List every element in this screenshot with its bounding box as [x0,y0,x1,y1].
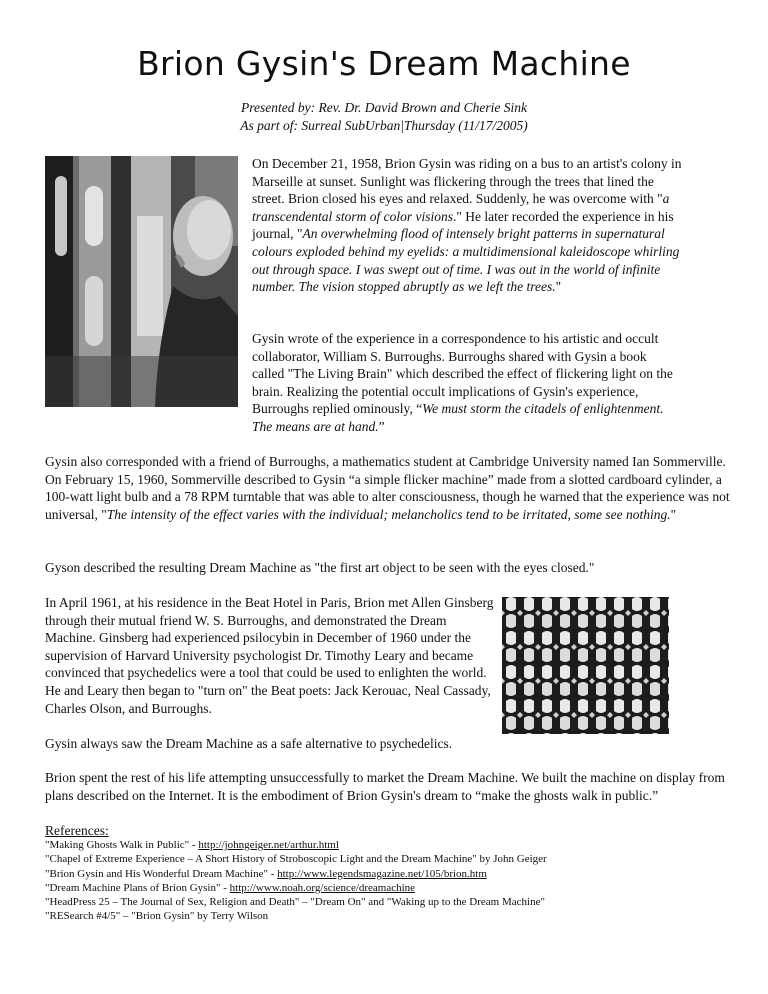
reference-link[interactable]: http://www.noah.org/science/dreamachine [229,881,416,894]
intro-text-a: On December 21, 1958, Brion Gysin was riding on a bus to an artist's colony in Marseille at sunset. Sunlight was flickering through the trees that lined the street. Brion closed his eyes and relaxed. Suddenly, he was overcome with " [252,156,682,207]
reference-item [45,838,547,852]
references-heading: References: [45,823,109,838]
reference-item [45,881,547,895]
reference-text: "Brion Gysin and His Wonderful Dream Machine" - [45,867,278,880]
reference-text: "Dream Machine Plans of Brion Gysin" - [45,881,230,894]
byline-event: As part of: Surreal SubUrban|Thursday (11/17/2005) [240,118,528,133]
references-list [45,838,547,924]
dream-machine-pattern-image [502,597,669,734]
reference-text: "HeadPress 25 – The Journal of Sex, Religion and Death" – "Dream On" and "Waking up to the Dream Machine" [45,896,545,909]
reference-item [45,867,547,881]
reference-item [45,895,547,909]
gysin-photo-illustration [45,156,238,407]
paragraph-beat-hotel: In April 1961, at his residence in the Beat Hotel in Paris, Brion met Allen Ginsberg through their mutual friend W. S. Burroughs, and demonstrated the Dream Machine. Ginsberg had experienced psilocybin in December of 1960 under the supervision of Harvard University psychologist Dr. Timothy Leary and became convinced that psychedelics were a tool that could be used to enlighten the world. He and Leary then began to "turn on" the Beat poets: Jack Kerouac, Neal Cassady, Charles Olson, and Burroughs. [45,595,494,716]
quote-burroughs: We must storm the citadels of enlightenment. The means are at hand. [252,401,664,434]
intro-paragraph-2 [252,330,682,436]
reference-link[interactable]: http://johngeiger.net/arthur.html [198,839,339,851]
paragraph-conclusion: Brion spent the rest of his life attempting unsuccessfully to market the Dream Machine. We built the machine on display from plans described on the Internet. It is the embodiment of Brion Gysin's dream to “make the ghosts walk in public.” [45,770,725,803]
paragraph-safe-alternative: Gysin always saw the Dream Machine as a safe alternative to psychedelics. [45,736,453,751]
intro-text-c: " [555,279,562,295]
reference-item [45,909,547,923]
page-title: Brion Gysin's Dream Machine [137,44,631,83]
byline-presenters: Presented by: Rev. Dr. David Brown and Cherie Sink [241,100,527,115]
quote-color-visions: a transcendental storm of color visions [252,191,670,224]
intro-paragraph-1 [252,155,682,296]
gysin-photo [45,156,238,407]
paragraph-first-art-object: Gyson described the resulting Dream Machine as "the first art object to be seen with the eyes closed." [45,560,595,575]
paragraph-sommerville [45,453,730,523]
p3-text-a: Gysin also corresponded with a friend of Burroughs, a mathematics student at Cambridge University named Ian Sommerville. On February 15, 1960, Sommerville described to Gysin “a simple flicker machine” made from a slotted cardboard cylinder, a 100-watt light bulb and a 78 RPM turntable that was able to alter consciousness, though he warned that the experience was not universal, " [45,454,730,522]
p2-text-b: ” [378,418,385,434]
reference-link[interactable]: http://www.legendsmagazine.net/105/brion.htm [277,867,487,880]
reference-text: "RESearch #4/5" – "Brion Gysin" by Terry Wilson [45,910,269,923]
reference-text: "Making Ghosts Walk in Public" - [45,839,199,851]
reference-text: "Chapel of Extreme Experience – A Short History of Stroboscopic Light and the Dream Machine" by John Geiger [45,853,547,866]
p3-text-b: " [670,506,677,522]
p2-text-a: Gysin wrote of the experience in a correspondence to his artistic and occult collaborator, William S. Burroughs. Burroughs shared with Gysin a book called "The Living Brain" which described the effect of flickering light on the brain. Realizing the potential occult implications of Gysin's experience, Burroughs replied ominously, “ [252,331,673,417]
intro-text-b: ." He later recorded the experience in his journal, " [252,208,674,242]
quote-journal: An overwhelming flood of intensely bright patterns in supernatural colours exploded behind my eyelids: a multidimensional kaleidoscope whirling out through space. I was swept out of time. I was out in the world of infinite number. The vision stopped abruptly as we left the trees. [252,226,680,295]
reference-item [45,852,547,866]
quote-sommerville: The intensity of the effect varies with the individual; melancholics tend to be irritated, some see nothing. [106,506,671,522]
dream-machine-pattern [502,597,669,734]
